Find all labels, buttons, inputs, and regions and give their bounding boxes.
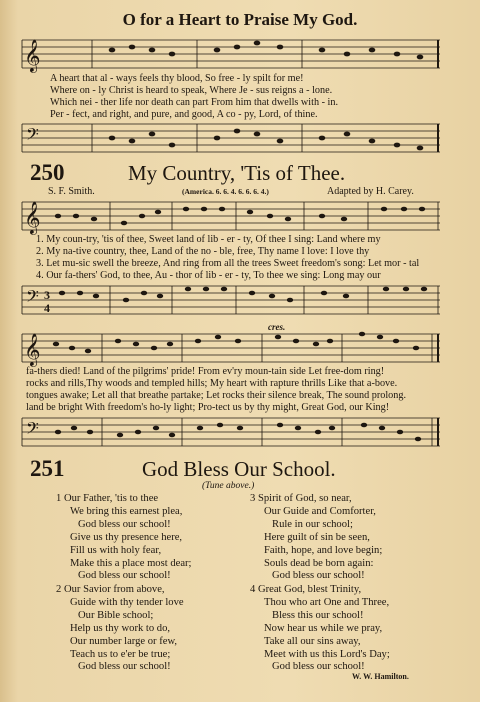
stanza-line: Help us thy work to do, xyxy=(70,622,171,634)
stanza-line: Rule in our school; xyxy=(272,518,353,530)
stanza-line: Make this a place most dear; xyxy=(70,557,192,569)
stanza-line: Faith, hope, and love begin; xyxy=(264,544,383,556)
verse-line: rocks and rills,Thy woods and templed hills; My heart with rapture thrills Like that a-bove. xyxy=(26,378,398,389)
svg-text:𝄞: 𝄞 xyxy=(24,203,41,234)
hymn-number: 251 xyxy=(30,456,65,481)
stanza-line: God bless our school! xyxy=(78,518,171,530)
stanza-line: 3 Spirit of God, so near, xyxy=(250,493,352,504)
stanza-line: Here guilt of sin be seen, xyxy=(264,531,370,543)
hymn-title-top: O for a Heart to Praise My God. xyxy=(122,10,358,29)
verse-line: 4. Our fa-thers' God, to thee, Au - thor of lib - er - ty, To thee we sing: Long may our xyxy=(36,270,381,281)
stanza-4 xyxy=(250,584,390,674)
stanza-1 xyxy=(56,493,192,583)
stanza-line: Souls dead be born again: xyxy=(264,557,374,569)
music-staff-top-treble xyxy=(22,38,442,70)
verse-line: 3. Let mu-sic swell the breeze, And ring from all the trees Sweet freedom's song: Let mor - tal xyxy=(36,258,420,269)
stanza-line: Teach us to e'er be true; xyxy=(70,648,171,660)
stanza-line: Fill us with holy fear, xyxy=(70,544,162,556)
svg-text:4: 4 xyxy=(44,301,50,315)
stanza-line: Give us thy presence here, xyxy=(70,531,183,543)
verse-line: Which nei - ther life nor death can part From him that dwells with - in. xyxy=(50,97,339,108)
music-staff-top-bass xyxy=(22,122,442,154)
hymn-credit: W. W. Hamilton. xyxy=(352,672,409,681)
verse-line: tongues awake; Let all that breathe partake; Let rocks their silence break, The sound prolong. xyxy=(26,390,407,401)
verse-line: land be bright With freedom's ho-ly light; Pro-tect us by thy might, Great God, our King! xyxy=(26,402,390,413)
music-staff-250-treble-2 xyxy=(22,332,442,364)
verse-line: 2. My na-tive country, thee, Land of the no - ble, free, Thy name I love: I love thy xyxy=(36,246,370,257)
verse-line: Where on - ly Christ is heard to speak, Where Je - sus reigns a - lone. xyxy=(50,85,333,96)
stanza-line: God bless our school! xyxy=(78,661,171,673)
music-staff-250-treble-1 xyxy=(22,200,442,232)
tune-meter: (America. 6. 6. 4. 6. 6. 6. 4.) xyxy=(182,187,269,196)
verse-line: Per - fect, and right, and pure, and good, A co - py, Lord, of thine. xyxy=(50,109,318,120)
tune-note: (Tune above.) xyxy=(202,481,255,491)
svg-text:3: 3 xyxy=(44,288,50,302)
verse-line: fa-thers died! Land of the pilgrims' pride! From ev'ry moun-tain side Let free-dom ring! xyxy=(26,366,385,377)
stanza-line: Guide with thy tender love xyxy=(70,596,184,608)
stanza-2 xyxy=(56,584,184,674)
stanza-line: Our Guide and Comforter, xyxy=(264,505,376,517)
verse-line: A heart that al - ways feels thy blood, So free - ly spilt for me! xyxy=(50,73,304,84)
stanza-line: 2 Our Savior from above, xyxy=(56,584,165,595)
hymn-author: S. F. Smith. xyxy=(48,186,95,197)
stanza-3 xyxy=(250,493,382,583)
hymn-title: God Bless Our School. xyxy=(142,457,336,481)
stanza-line: Our number large or few, xyxy=(70,635,178,647)
stanza-line: Our Bible school; xyxy=(78,609,154,621)
music-staff-250-bass-2 xyxy=(22,416,442,448)
verse-line: 1. My coun-try, 'tis of thee, Sweet land of lib - er - ty, Of thee I sing: Land where my xyxy=(36,234,381,245)
hymn-adapter: Adapted by H. Carey. xyxy=(327,186,414,197)
stanza-line: 1 Our Father, 'tis to thee xyxy=(56,493,159,504)
stanza-line: God bless our school! xyxy=(78,570,171,582)
stanza-line: God bless our school! xyxy=(272,661,365,673)
stanza-line: 4 Great God, blest Trinity, xyxy=(250,584,362,595)
svg-text:𝄢: 𝄢 xyxy=(26,288,39,310)
stanza-line: Meet with us this Lord's Day; xyxy=(264,648,390,660)
stanza-line: We bring this earnest plea, xyxy=(70,505,183,517)
svg-text:𝄞: 𝄞 xyxy=(24,41,41,72)
stanza-line: Thou who art One and Three, xyxy=(264,596,390,608)
stanza-line: Bless this our school! xyxy=(272,609,364,621)
hymn-number: 250 xyxy=(30,160,65,185)
hymn-title: My Country, 'Tis of Thee. xyxy=(128,161,346,185)
svg-text:𝄞: 𝄞 xyxy=(24,335,41,366)
stanza-line: Now hear us while we pray, xyxy=(264,622,383,634)
music-staff-250-bass-1 xyxy=(22,284,442,316)
svg-text:𝄢: 𝄢 xyxy=(26,126,39,148)
stanza-line: God bless our school! xyxy=(272,570,365,582)
svg-text:𝄢: 𝄢 xyxy=(26,420,39,442)
stanza-line: Take all our sins away, xyxy=(264,635,361,647)
dynamics-marking: cres. xyxy=(268,322,286,332)
